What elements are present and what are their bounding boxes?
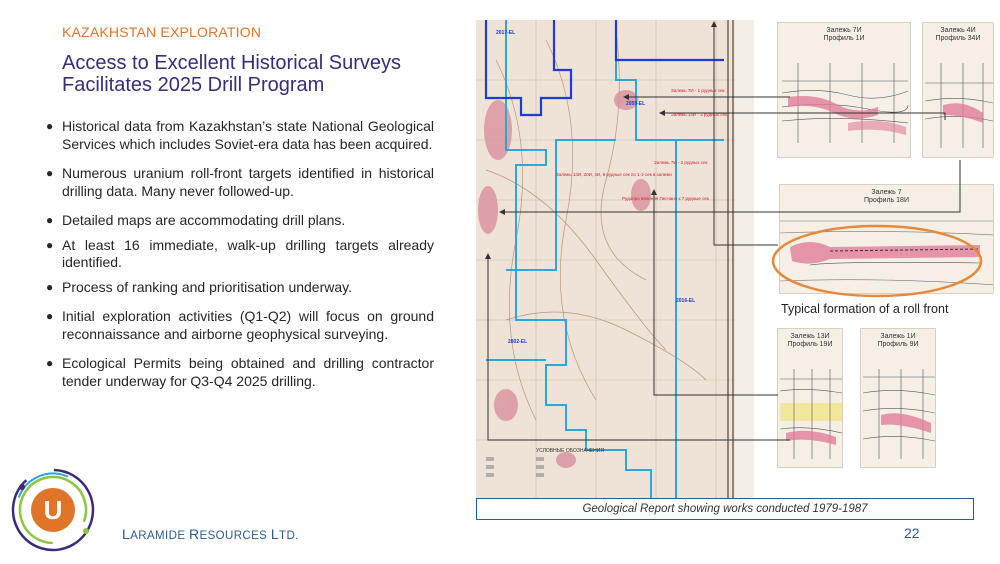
- page-number: 22: [904, 525, 920, 541]
- svg-text:Залежь 7И - 2 рудных сек: Залежь 7И - 2 рудных сек: [654, 160, 708, 165]
- svg-text:Залежь 14И - 3 рудных сек: Залежь 14И - 3 рудных сек: [671, 112, 728, 117]
- bullet-dot-icon: ●: [46, 166, 54, 180]
- bullet-dot-icon: ●: [46, 356, 54, 370]
- bullet-dot-icon: ●: [46, 237, 54, 252]
- svg-text:Рудопро явления Песчано к 7 ру: Рудопро явления Песчано к 7 рудные сек: [622, 196, 709, 201]
- svg-text:2016-EL: 2016-EL: [676, 298, 696, 304]
- cross-section-1: Залежь 7И Профиль 1И: [777, 22, 911, 158]
- svg-text:2017-EL: 2017-EL: [496, 30, 516, 36]
- bullet-item: [44, 118, 434, 153]
- company-name: LARAMIDE RESOURCES LTD.: [122, 526, 299, 542]
- svg-text:Залежь 7И - 1 рудных сек: Залежь 7И - 1 рудных сек: [671, 88, 725, 93]
- bullet-dot-icon: ●: [46, 279, 54, 294]
- cross-section-2: Залежь 4И Профиль 34И: [922, 22, 994, 158]
- bullet-item: [44, 212, 434, 230]
- section-label: KAZAKHSTAN EXPLORATION: [62, 24, 262, 40]
- bullet-dot-icon: ●: [46, 119, 54, 133]
- bullet-dot-icon: ●: [46, 309, 54, 323]
- logo-letter: U: [43, 495, 63, 525]
- svg-text:УСЛОВНЫЕ ОБОЗНАЧЕНИЯ: УСЛОВНЫЕ ОБОЗНАЧЕНИЯ: [536, 448, 604, 454]
- bullet-text: Process of ranking and prioritisation underway.: [62, 278, 353, 295]
- bullet-item: [44, 237, 434, 272]
- bullet-text: Numerous uranium roll-front targets identified in historical drilling data. Many never followed-up.: [62, 165, 434, 199]
- cross-section-5: Залежь 1И Профиль 9И: [860, 328, 936, 468]
- geological-map-image: [476, 20, 754, 498]
- cross-section-4: Залежь 13И Профиль 19И: [777, 328, 843, 468]
- bullet-text: Ecological Permits being obtained and drilling contractor tender underway for Q3-Q4 2025 drilling.: [62, 355, 434, 389]
- bullet-list: [44, 118, 434, 402]
- bullet-item: [44, 279, 434, 297]
- roll-front-caption: Typical formation of a roll front: [781, 302, 949, 316]
- bullet-item: [44, 165, 434, 200]
- svg-text:2802-EL: 2802-EL: [508, 339, 528, 345]
- bullet-text: At least 16 immediate, walk-up drilling targets already identified.: [62, 236, 434, 270]
- bullet-dot-icon: ●: [46, 213, 54, 227]
- svg-text:2059-EL: 2059-EL: [626, 101, 646, 107]
- slide-title: Access to Excellent Historical Surveys Facilitates 2025 Drill Program: [62, 52, 402, 96]
- svg-text:Залежь 13И, 20И, 4И, 9 рудные: Залежь 13И, 20И, 4И, 9 рудные сек по 1-2 сек в залежи: [556, 172, 672, 177]
- bullet-text: Historical data from Kazakhstan’s state National Geological Services which includes Soviet-era data has been acquired.: [62, 118, 434, 152]
- report-caption: Geological Report showing works conducted 1979-1987: [476, 498, 974, 520]
- bullet-text: Detailed maps are accommodating drill plans.: [62, 212, 346, 228]
- bullet-item: [44, 355, 434, 390]
- bullet-item: [44, 308, 434, 343]
- cross-section-3-roll-front: Залежь 7 Профиль 18И: [779, 184, 994, 294]
- bullet-text: Initial exploration activities (Q1-Q2) will focus on ground reconnaissance and airborne geophysical surveying.: [62, 308, 434, 342]
- company-logo-icon: [8, 465, 98, 555]
